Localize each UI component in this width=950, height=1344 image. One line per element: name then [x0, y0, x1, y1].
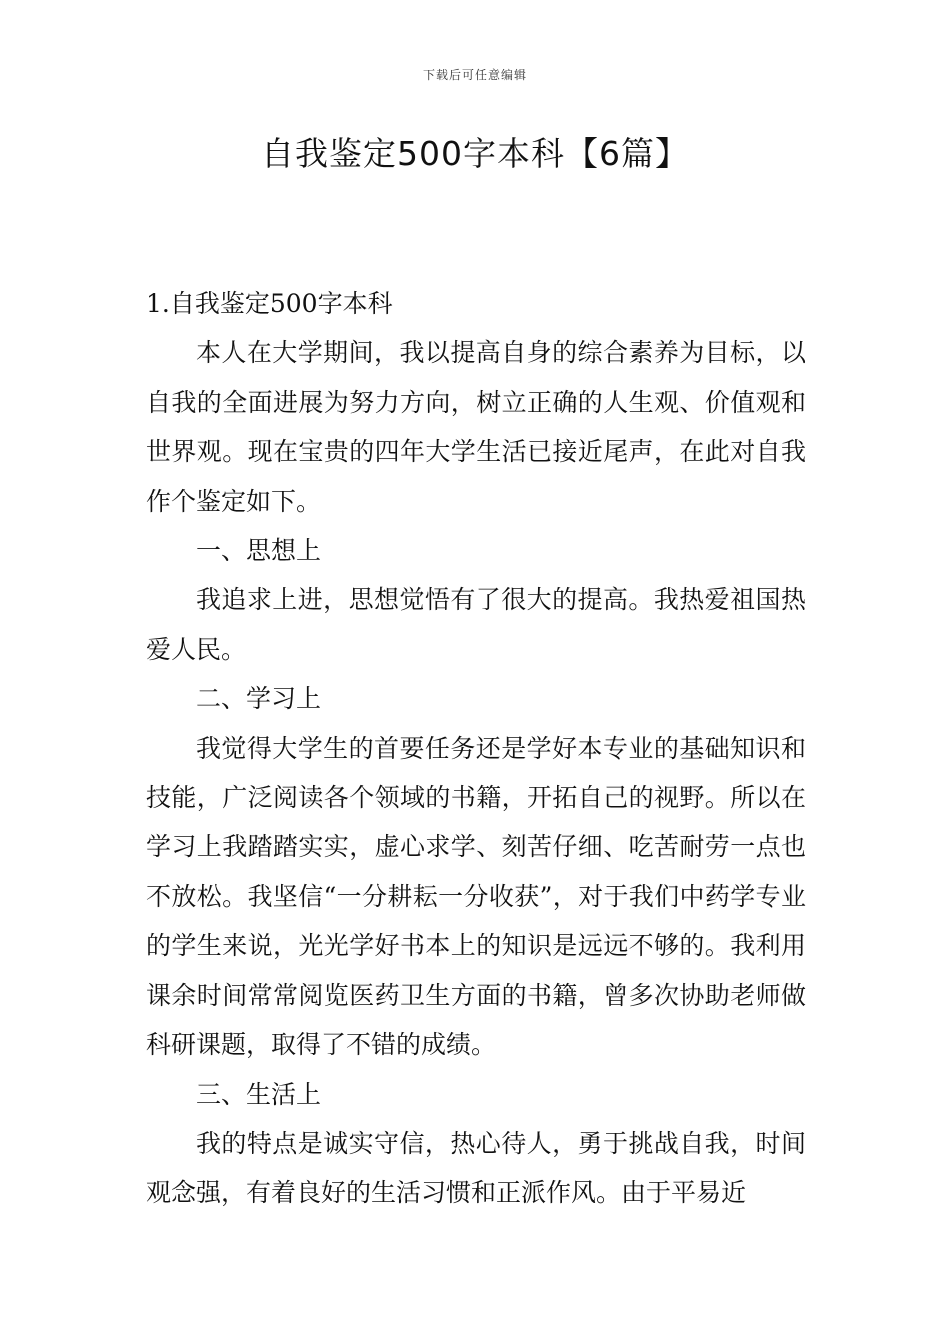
paragraph-thought: 我追求上进，思想觉悟有了很大的提高。我热爱祖国热爱人民。: [146, 585, 806, 664]
paragraph-life: 我的特点是诚实守信，热心待人，勇于挑战自我，时间观念强，有着良好的生活习惯和正派作风。由于平易近: [146, 1128, 806, 1208]
document-body: [146, 279, 806, 1218]
section-heading: 1.自我鉴定500字本科: [146, 289, 393, 318]
paragraph-study: 我觉得大学生的首要任务还是学好本专业的基础知识和技能，广泛阅读各个领域的书籍，开拓自己的视野。所以在学习上我踏踏实实，虚心求学、刻苦仔细、吃苦耐劳一点也不放松。我坚信“一分耕耘一分收获”，对于我们中药学专业的学生来说，光光学好书本上的知识是远远不够的。我利用课余时间常常阅览医药卫生方面的书籍，曾多次协助老师做科研课题，取得了不错的成绩。: [146, 733, 806, 1060]
document-title: 自我鉴定500字本科【6篇】: [261, 134, 689, 173]
header-note: 下载后可任意编辑: [422, 68, 527, 82]
subheading-thought: 一、思想上: [196, 536, 322, 566]
subheading-study: 二、学习上: [196, 684, 322, 714]
paragraph-intro: 本人在大学期间，我以提高自身的综合素养为目标，以自我的全面进展为努力方向，树立正确的人生观、价值观和世界观。现在宝贵的四年大学生活已接近尾声，在此对自我作个鉴定如下。: [146, 338, 806, 516]
subheading-life: 三、生活上: [196, 1079, 322, 1109]
